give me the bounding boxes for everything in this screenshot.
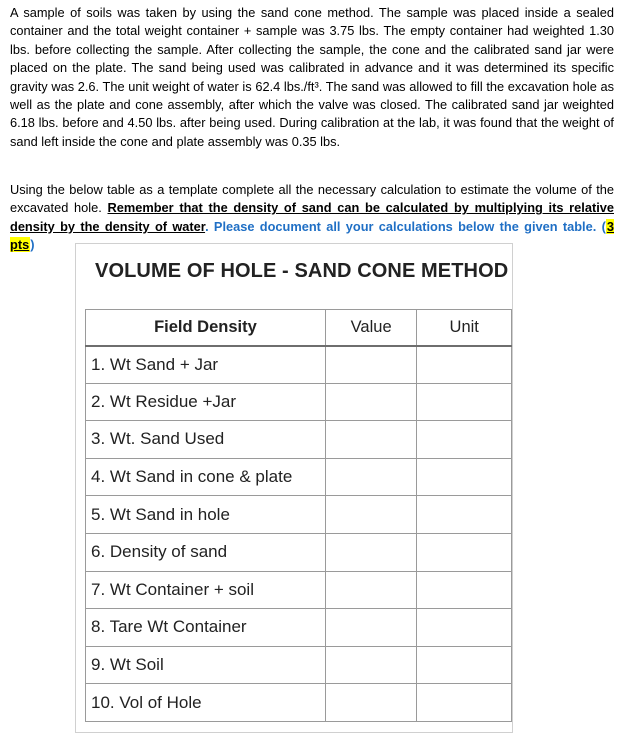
- unit-cell[interactable]: [417, 609, 512, 647]
- unit-cell[interactable]: [417, 421, 512, 459]
- table-title: VOLUME OF HOLE - SAND CONE METHOD: [95, 260, 509, 282]
- density-reminder: Remember that the density of sand can be calculated by multiplying its relative density by the density of water: [10, 200, 614, 234]
- documentation-note: Please document all your calculations below the given table.: [208, 218, 597, 234]
- unit-cell[interactable]: [417, 684, 512, 722]
- value-cell[interactable]: [325, 684, 417, 722]
- table-row: [86, 383, 512, 421]
- row-label: 4. Wt Sand in cone & plate: [86, 458, 326, 496]
- row-label: 8. Tare Wt Container: [86, 609, 326, 647]
- reminder-period: .: [205, 218, 209, 234]
- unit-cell[interactable]: [417, 533, 512, 571]
- unit-cell[interactable]: [417, 571, 512, 609]
- unit-cell[interactable]: [417, 458, 512, 496]
- table-row: [86, 646, 512, 684]
- instructions-lead: Using the below table as a template complete all the necessary calculation to estimate the volume of the excavated hole.: [10, 182, 614, 216]
- table-row: [86, 346, 512, 384]
- value-cell[interactable]: [325, 533, 417, 571]
- table-header-row: [86, 310, 512, 346]
- row-label: 10. Vol of Hole: [86, 684, 326, 722]
- unit-cell[interactable]: [417, 496, 512, 534]
- sand-cone-table-figure: [75, 243, 513, 733]
- unit-cell[interactable]: [417, 346, 512, 384]
- row-label: 2. Wt Residue +Jar: [86, 383, 326, 421]
- value-cell[interactable]: [325, 421, 417, 459]
- header-field-density: Field Density: [86, 310, 326, 346]
- row-label: 7. Wt Container + soil: [86, 571, 326, 609]
- value-cell[interactable]: [325, 383, 417, 421]
- problem-statement: A sample of soils was taken by using the sand cone method. The sample was placed inside a sealed container and the total weight container + sample was 3.75 lbs. The empty container had weighted 1.30 lbs. before collecting the sample. After collecting the sample, the cone and the calibrated sand jar were placed on the plate. The sand being used was calibrated in advance and it was determined its specific gravity was 2.6. The unit weight of water is 62.4 lbs./ft³. The sand was allowed to fill the excavation hole as well as the plate and cone assembly, after which the valve was closed. The calibrated sand jar weighted 6.18 lbs. before and 4.50 lbs. after being used. During calibration at the lab, it was found that the weight of sand left inside the cone and plate assembly was 0.35 lbs.: [10, 5, 614, 149]
- table-row: [86, 609, 512, 647]
- row-label: 9. Wt Soil: [86, 646, 326, 684]
- table-row: [86, 458, 512, 496]
- table-row: [86, 421, 512, 459]
- header-value: Value: [325, 310, 417, 346]
- row-label: 6. Density of sand: [86, 533, 326, 571]
- row-label: 3. Wt. Sand Used: [86, 421, 326, 459]
- points-close-paren: ): [30, 237, 35, 253]
- sand-cone-table: [85, 309, 512, 722]
- table-row: [86, 684, 512, 722]
- value-cell[interactable]: [325, 646, 417, 684]
- value-cell[interactable]: [325, 496, 417, 534]
- points-open-paren: (: [596, 218, 606, 234]
- value-cell[interactable]: [325, 458, 417, 496]
- row-label: 1. Wt Sand + Jar: [86, 346, 326, 384]
- value-cell[interactable]: [325, 346, 417, 384]
- points-badge: 3 pts: [10, 218, 614, 253]
- table-row: [86, 496, 512, 534]
- unit-cell[interactable]: [417, 646, 512, 684]
- table-row: [86, 571, 512, 609]
- row-label: 5. Wt Sand in hole: [86, 496, 326, 534]
- value-cell[interactable]: [325, 571, 417, 609]
- unit-cell[interactable]: [417, 383, 512, 421]
- table-row: [86, 533, 512, 571]
- header-unit: Unit: [417, 310, 512, 346]
- value-cell[interactable]: [325, 609, 417, 647]
